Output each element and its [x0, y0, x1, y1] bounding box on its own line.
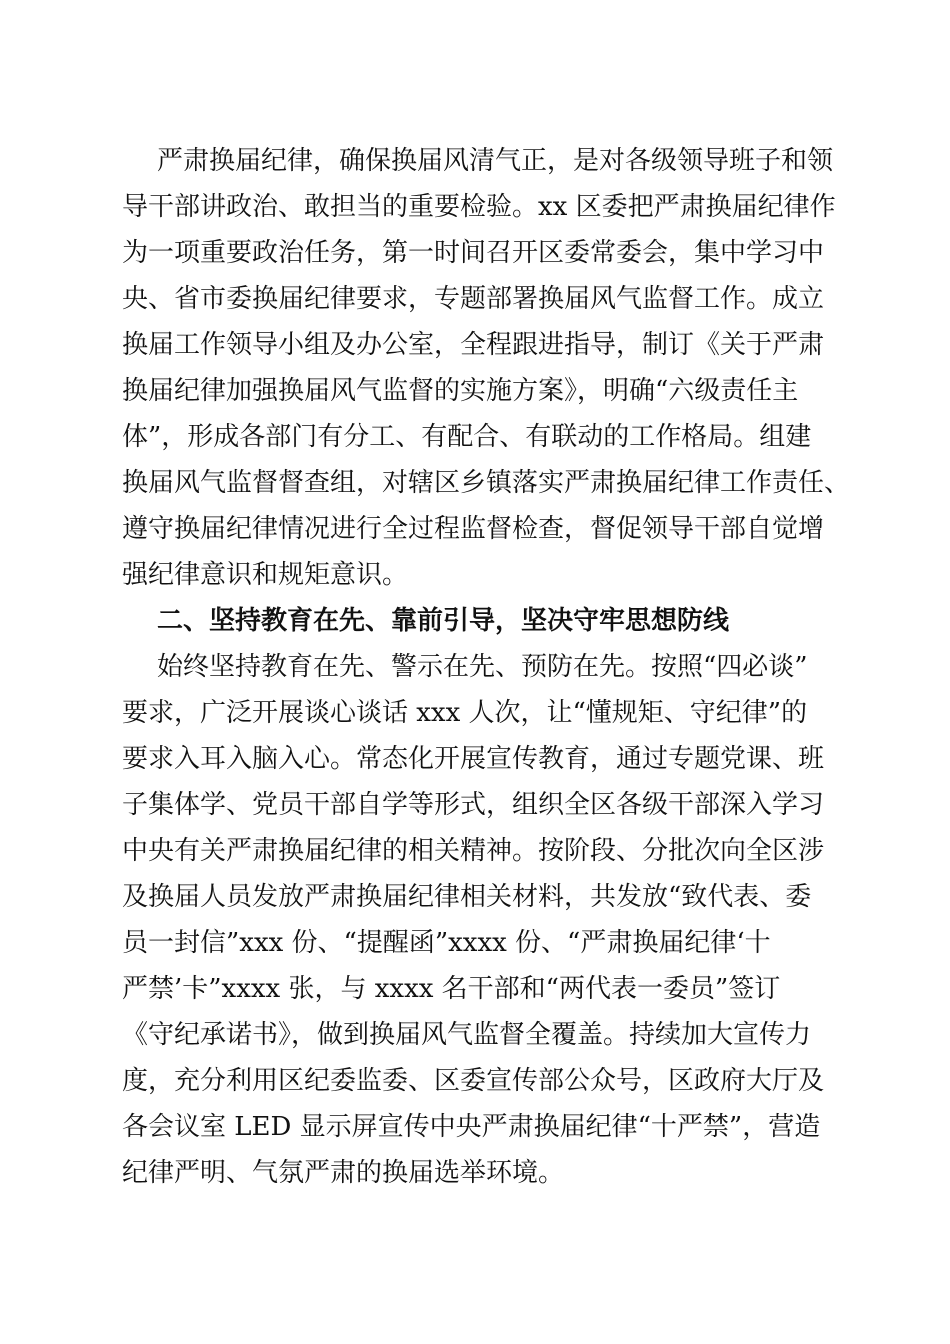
paragraph-1-line-10: 强纪律意识和规矩意识。 — [122, 560, 409, 590]
paragraph-2-line-8: 严禁’卡”xxxx 张，与 xxxx 名干部和“两代表一委员”签订 — [122, 974, 781, 1004]
paragraph-2-line-2: 要求，广泛开展谈心谈话 xxx 人次，让“懂规矩、守纪律”的 — [122, 698, 808, 728]
paragraph-2-line-3: 要求入耳入脑入心。常态化开展宣传教育，通过专题党课、班 — [122, 744, 825, 774]
paragraph-2-line-1: 始终坚持教育在先、警示在先、预防在先。按照“四必谈” — [157, 652, 808, 682]
paragraph-1-line-5: 换届工作领导小组及办公室，全程跟进指导，制订《关于严肃 — [122, 330, 825, 360]
paragraph-2-line-5: 中央有关严肃换届纪律的相关精神。按阶段、分批次向全区涉 — [122, 836, 825, 866]
paragraph-2-line-12: 纪律严明、气氛严肃的换届选举环境。 — [122, 1158, 565, 1188]
paragraph-1-line-4: 央、省市委换届纪律要求，专题部署换届风气监督工作。成立 — [122, 284, 825, 314]
paragraph-1-line-1: 严肃换届纪律，确保换届风清气正，是对各级领导班子和领 — [157, 146, 834, 176]
paragraph-2-line-6: 及换届人员发放严肃换届纪律相关材料，共发放“致代表、委 — [122, 882, 812, 912]
paragraph-1-line-6: 换届纪律加强换届风气监督的实施方案》，明确“六级责任主 — [122, 376, 799, 406]
paragraph-2-line-4: 子集体学、党员干部自学等形式，组织全区各级干部深入学习 — [122, 790, 825, 820]
paragraph-2-line-11: 各会议室 LED 显示屏宣传中央严肃换届纪律“十严禁”，营造 — [122, 1112, 821, 1142]
paragraph-2-line-9: 《守纪承诺书》，做到换届风气监督全覆盖。持续加大宣传力 — [122, 1020, 812, 1050]
paragraph-1-line-3: 为一项重要政治任务，第一时间召开区委常委会，集中学习中 — [122, 238, 825, 268]
paragraph-1-line-8: 换届风气监督督查组，对辖区乡镇落实严肃换届纪律工作责任、 — [122, 468, 851, 498]
section-heading: 二、坚持教育在先、靠前引导，坚决守牢思想防线 — [157, 606, 730, 636]
paragraph-1-line-2: 导干部讲政治、敢担当的重要检验。xx 区委把严肃换届纪律作 — [122, 192, 836, 222]
paragraph-2-line-10: 度，充分利用区纪委监委、区委宣传部公众号，区政府大厅及 — [122, 1066, 825, 1096]
paragraph-2-line-7: 员一封信”xxx 份、“提醒函”xxxx 份、“严肃换届纪律‘十 — [122, 928, 771, 958]
paragraph-1-line-9: 遵守换届纪律情况进行全过程监督检查，督促领导干部自觉增 — [122, 514, 825, 544]
paragraph-1-line-7: 体”，形成各部门有分工、有配合、有联动的工作格局。组建 — [122, 422, 812, 452]
